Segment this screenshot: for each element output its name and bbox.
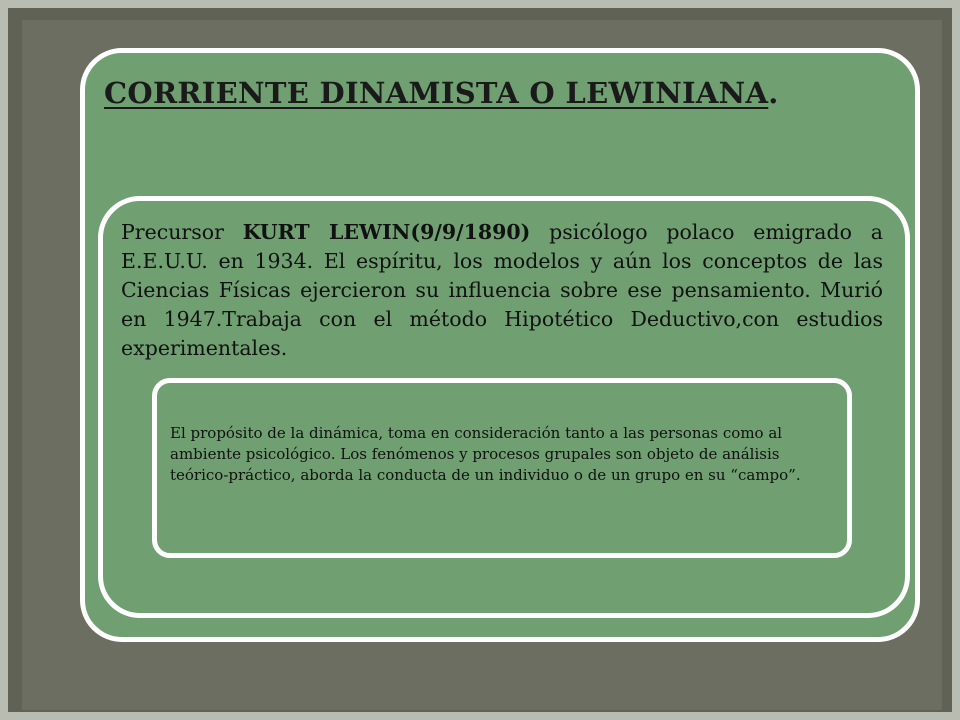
main-paragraph-body: psicólogo polaco emigrado a E.E.U.U. en 1934. El espíritu, los modelos y aún los conceptos de las Ciencias Físicas ejercieron su influencia sobre ese pensamiento. Murió en 1947.Trabaja con el método Hipotético Deductivo,con estudios experimentales.	[121, 220, 883, 360]
slide-title	[104, 76, 779, 110]
main-paragraph-prefix: Precursor	[121, 220, 243, 244]
inner-paragraph: El propósito de la dinámica, toma en consideración tanto a las personas como al ambiente psicológico. Los fenómenos y procesos grupales son objeto de análisis teórico-práctico, aborda la conducta de un individuo o de un grupo en su “campo”.	[170, 424, 801, 484]
main-paragraph	[121, 218, 883, 363]
slide-title-text: CORRIENTE DINAMISTA O LEWINIANA	[104, 76, 769, 110]
main-paragraph-name: KURT LEWIN(9/9/1890)	[242, 220, 531, 244]
slide-title-period: .	[768, 76, 779, 110]
